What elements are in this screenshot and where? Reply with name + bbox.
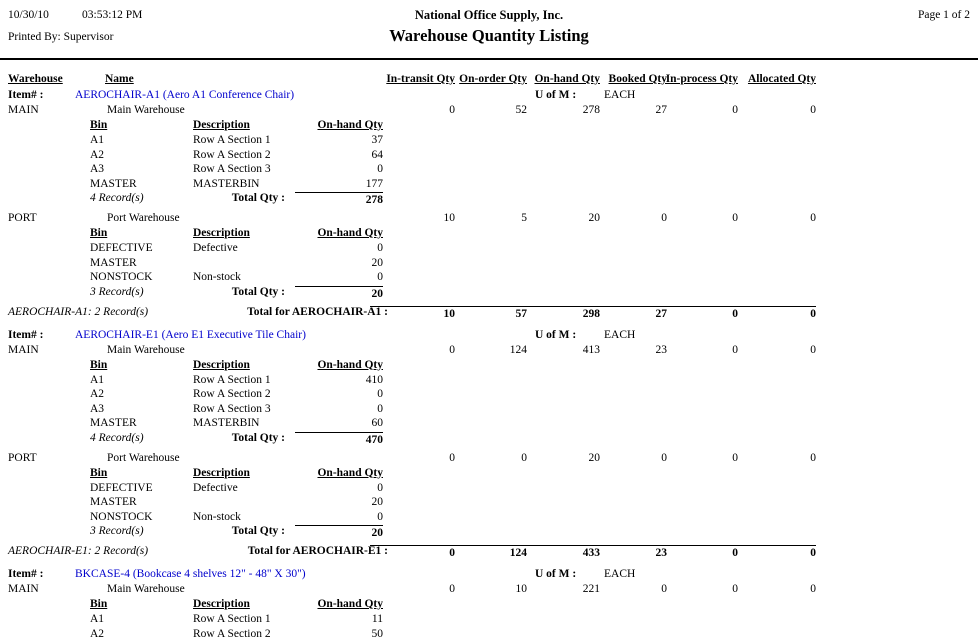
bin-qty: 20 — [295, 257, 383, 269]
bin-header-onhand — [295, 359, 383, 371]
warehouse-row — [0, 344, 978, 359]
bin-header-onhand — [295, 467, 383, 479]
bin-header-row — [0, 359, 978, 374]
header-rule — [0, 58, 978, 60]
column-header-row — [0, 73, 978, 89]
item-summary-row — [0, 306, 978, 323]
bin-code: A2 — [90, 628, 104, 640]
bin-description: Row A Section 1 — [193, 134, 271, 146]
item-number-label: Item# : — [8, 329, 43, 341]
total-qty-label: Total Qty : — [175, 432, 285, 444]
bin-header-bin: Bin — [90, 598, 107, 610]
bin-qty: 0 — [295, 403, 383, 415]
warehouse-qty-cell: 10 — [370, 212, 455, 224]
bin-row — [0, 417, 978, 432]
warehouse-total-row — [0, 286, 978, 303]
uofm-value: EACH — [604, 568, 635, 580]
bin-qty: 20 — [295, 496, 383, 508]
warehouse-qty-cell: 221 — [515, 583, 600, 595]
warehouse-qty-cell: 0 — [731, 212, 816, 224]
warehouse-qty-cell: 0 — [731, 583, 816, 595]
column-header-booked-qty: Booked Qty — [609, 73, 667, 85]
bin-qty: 60 — [295, 417, 383, 429]
bin-description: Row A Section 1 — [193, 374, 271, 386]
bin-qty: 0 — [295, 271, 383, 283]
warehouse-total-row — [0, 192, 978, 209]
report-time: 03:53:12 PM — [82, 9, 142, 21]
warehouse-qty-cell: 278 — [515, 104, 600, 116]
bin-header-bin: Bin — [90, 227, 107, 239]
uofm-label: U of M : — [535, 89, 576, 101]
total-qty-value: 278 — [295, 192, 383, 206]
bin-code: NONSTOCK — [90, 511, 152, 523]
item-total-value: 23 — [582, 545, 667, 559]
bin-qty: 50 — [295, 628, 383, 640]
bin-row — [0, 388, 978, 403]
bin-description: Non-stock — [193, 271, 241, 283]
bin-row — [0, 613, 978, 628]
warehouse-code: PORT — [8, 212, 37, 224]
column-header-allocated-qty: Allocated Qty — [748, 73, 816, 85]
bin-row — [0, 482, 978, 497]
total-qty-value: 470 — [295, 432, 383, 446]
bin-description: MASTERBIN — [193, 417, 259, 429]
bin-code: A1 — [90, 613, 104, 625]
bin-header-bin: Bin — [90, 119, 107, 131]
item-total-value: 124 — [442, 545, 527, 559]
warehouse-qty-cell: 0 — [731, 104, 816, 116]
bin-description: Non-stock — [193, 511, 241, 523]
item-total-value: 0 — [653, 306, 738, 320]
bin-row — [0, 149, 978, 164]
bin-description: Defective — [193, 482, 238, 494]
bin-row — [0, 242, 978, 257]
warehouse-name: Main Warehouse — [107, 104, 185, 116]
bin-description: Row A Section 2 — [193, 149, 271, 161]
item-total-value: 0 — [653, 545, 738, 559]
bin-code: A3 — [90, 163, 104, 175]
warehouse-qty-cell: 0 — [582, 212, 667, 224]
records-count: 4 Record(s) — [90, 192, 144, 204]
bin-qty: 0 — [295, 482, 383, 494]
item-link[interactable]: AEROCHAIR-E1 (Aero E1 Executive Tile Chair) — [75, 329, 306, 341]
bin-row — [0, 374, 978, 389]
warehouse-row — [0, 583, 978, 598]
bin-header-onhand — [295, 227, 383, 239]
item-summary-records: AEROCHAIR-A1: 2 Record(s) — [8, 306, 148, 318]
bin-row — [0, 178, 978, 193]
item-total-label: Total for AEROCHAIR-E1 : — [168, 545, 388, 557]
bin-code: MASTER — [90, 178, 137, 190]
bin-row — [0, 271, 978, 286]
warehouse-qty-cell: 52 — [442, 104, 527, 116]
uofm-label: U of M : — [535, 329, 576, 341]
bin-header-bin: Bin — [90, 467, 107, 479]
report-title: Warehouse Quantity Listing — [0, 26, 978, 46]
warehouse-qty-cell: 20 — [515, 212, 600, 224]
warehouse-code: MAIN — [8, 344, 39, 356]
warehouse-name: Port Warehouse — [107, 212, 180, 224]
bin-code: MASTER — [90, 496, 137, 508]
bin-header-onhand-label: On-hand Qty — [317, 119, 383, 131]
bin-row — [0, 134, 978, 149]
column-header-in-transit-qty: In-transit Qty — [386, 73, 455, 85]
total-qty-value: 20 — [295, 286, 383, 300]
total-qty-value: 20 — [295, 525, 383, 539]
warehouse-qty-cell: 0 — [731, 452, 816, 464]
records-count: 4 Record(s) — [90, 432, 144, 444]
warehouse-total-row — [0, 432, 978, 449]
item-header-row — [0, 568, 978, 583]
item-total-value: 0 — [731, 306, 816, 320]
bin-description: Row A Section 2 — [193, 628, 271, 640]
bin-description: Defective — [193, 242, 238, 254]
warehouse-row — [0, 212, 978, 227]
bin-code: A2 — [90, 388, 104, 400]
total-qty-label: Total Qty : — [175, 525, 285, 537]
bin-row — [0, 257, 978, 272]
bin-qty: 0 — [295, 242, 383, 254]
item-link[interactable]: BKCASE-4 (Bookcase 4 shelves 12" - 48" X 30") — [75, 568, 306, 580]
warehouse-code: MAIN — [8, 583, 39, 595]
bin-code: DEFECTIVE — [90, 242, 153, 254]
warehouse-qty-cell: 0 — [653, 344, 738, 356]
column-header-name: Name — [105, 73, 134, 85]
warehouse-qty-cell: 413 — [515, 344, 600, 356]
report-body — [0, 89, 978, 642]
bin-code: MASTER — [90, 417, 137, 429]
uofm-value: EACH — [604, 89, 635, 101]
item-total-value: 433 — [515, 545, 600, 559]
item-summary-row — [0, 545, 978, 562]
bin-header-onhand — [295, 119, 383, 131]
item-total-label: Total for AEROCHAIR-A1 : — [168, 306, 388, 318]
bin-row — [0, 403, 978, 418]
item-header-row — [0, 329, 978, 344]
bin-header-bin: Bin — [90, 359, 107, 371]
item-number-label: Item# : — [8, 89, 43, 101]
bin-code: A1 — [90, 374, 104, 386]
uofm-label: U of M : — [535, 568, 576, 580]
bin-header-row — [0, 467, 978, 482]
page-number: Page 1 of 2 — [918, 9, 970, 21]
bin-header-description: Description — [193, 227, 250, 239]
warehouse-qty-cell: 0 — [653, 452, 738, 464]
bin-row — [0, 496, 978, 511]
bin-description: Row A Section 2 — [193, 388, 271, 400]
bin-qty: 37 — [295, 134, 383, 146]
column-header-in-process-qty: In-process Qty — [666, 73, 738, 85]
bin-qty: 410 — [295, 374, 383, 386]
bin-qty: 177 — [295, 178, 383, 190]
page-header — [0, 0, 978, 58]
total-qty-label: Total Qty : — [175, 192, 285, 204]
warehouse-qty-cell: 20 — [515, 452, 600, 464]
item-total-value: 10 — [370, 306, 455, 320]
item-total-value: 0 — [731, 545, 816, 559]
warehouse-qty-cell: 0 — [653, 104, 738, 116]
bin-code: A1 — [90, 134, 104, 146]
bin-header-onhand-label: On-hand Qty — [317, 598, 383, 610]
bin-code: NONSTOCK — [90, 271, 152, 283]
item-total-value: 57 — [442, 306, 527, 320]
bin-qty: 64 — [295, 149, 383, 161]
report-date: 10/30/10 — [8, 9, 49, 21]
column-header-on-hand-qty: On-hand Qty — [534, 73, 600, 85]
warehouse-qty-cell: 0 — [370, 583, 455, 595]
bin-row — [0, 163, 978, 178]
bin-description: MASTERBIN — [193, 178, 259, 190]
bin-header-onhand-label: On-hand Qty — [317, 359, 383, 371]
warehouse-name: Main Warehouse — [107, 344, 185, 356]
item-total-value: 0 — [370, 545, 455, 559]
company-name: National Office Supply, Inc. — [0, 8, 978, 23]
bin-header-description: Description — [193, 359, 250, 371]
warehouse-total-row — [0, 525, 978, 542]
bin-code: MASTER — [90, 257, 137, 269]
warehouse-qty-cell: 27 — [582, 104, 667, 116]
bin-qty: 0 — [295, 163, 383, 175]
item-total-value: 27 — [582, 306, 667, 320]
warehouse-name: Port Warehouse — [107, 452, 180, 464]
warehouse-row — [0, 452, 978, 467]
bin-header-description: Description — [193, 467, 250, 479]
bin-code: DEFECTIVE — [90, 482, 153, 494]
warehouse-qty-cell: 0 — [582, 452, 667, 464]
warehouse-row — [0, 104, 978, 119]
bin-qty: 0 — [295, 511, 383, 523]
bin-description: Row A Section 3 — [193, 163, 271, 175]
warehouse-qty-cell: 23 — [582, 344, 667, 356]
bin-description: Row A Section 1 — [193, 613, 271, 625]
warehouse-qty-cell: 0 — [653, 212, 738, 224]
printed-by: Printed By: Supervisor — [8, 31, 113, 43]
records-count: 3 Record(s) — [90, 525, 144, 537]
warehouse-qty-cell: 0 — [370, 104, 455, 116]
bin-row — [0, 511, 978, 526]
warehouse-qty-cell: 0 — [370, 344, 455, 356]
item-summary-records: AEROCHAIR-E1: 2 Record(s) — [8, 545, 148, 557]
bin-qty: 11 — [295, 613, 383, 625]
bin-header-description: Description — [193, 119, 250, 131]
warehouse-qty-cell: 0 — [442, 452, 527, 464]
bin-description: Row A Section 3 — [193, 403, 271, 415]
warehouse-qty-cell: 0 — [731, 344, 816, 356]
bin-header-onhand-label: On-hand Qty — [317, 227, 383, 239]
item-number-label: Item# : — [8, 568, 43, 580]
bin-header-description: Description — [193, 598, 250, 610]
warehouse-code: PORT — [8, 452, 37, 464]
records-count: 3 Record(s) — [90, 286, 144, 298]
warehouse-qty-cell: 0 — [370, 452, 455, 464]
warehouse-code: MAIN — [8, 104, 39, 116]
warehouse-qty-cell: 5 — [442, 212, 527, 224]
column-header-warehouse: Warehouse — [8, 73, 63, 85]
warehouse-qty-cell: 10 — [442, 583, 527, 595]
bin-code: A2 — [90, 149, 104, 161]
item-header-row — [0, 89, 978, 104]
bin-row — [0, 628, 978, 642]
warehouse-qty-cell: 124 — [442, 344, 527, 356]
bin-qty: 0 — [295, 388, 383, 400]
warehouse-qty-cell: 0 — [653, 583, 738, 595]
total-qty-label: Total Qty : — [175, 286, 285, 298]
bin-code: A3 — [90, 403, 104, 415]
bin-header-onhand-label: On-hand Qty — [317, 467, 383, 479]
bin-header-row — [0, 227, 978, 242]
warehouse-qty-cell: 0 — [582, 583, 667, 595]
warehouse-name: Main Warehouse — [107, 583, 185, 595]
bin-header-onhand — [295, 598, 383, 610]
uofm-value: EACH — [604, 329, 635, 341]
item-total-value: 298 — [515, 306, 600, 320]
bin-header-row — [0, 598, 978, 613]
bin-header-row — [0, 119, 978, 134]
column-header-on-order-qty: On-order Qty — [459, 73, 527, 85]
item-link[interactable]: AEROCHAIR-A1 (Aero A1 Conference Chair) — [75, 89, 294, 101]
